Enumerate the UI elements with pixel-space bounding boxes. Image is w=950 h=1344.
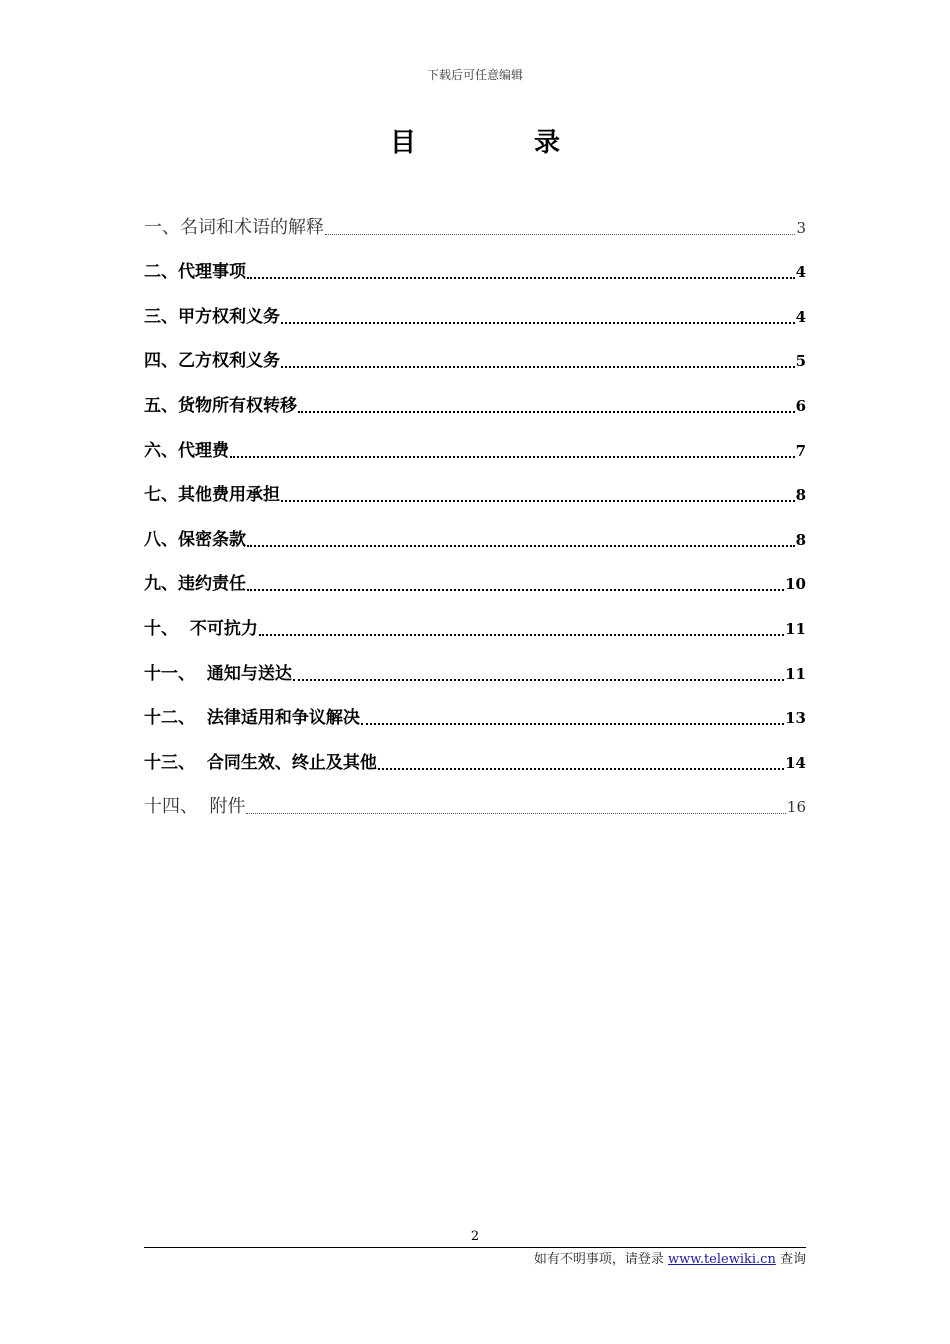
footer-note: [534, 1248, 806, 1267]
toc-entry[interactable]: [144, 697, 806, 742]
footer-link[interactable]: www.telewiki.cn: [667, 1252, 776, 1267]
page-number: 2: [470, 1229, 480, 1244]
toc-entry-label: 十三、 合同生效、终止及其他: [144, 752, 377, 773]
toc-entry-page: 11: [785, 664, 806, 683]
toc-leader-dots: [281, 321, 795, 324]
toc-leader-dots: [298, 410, 795, 413]
toc-entry[interactable]: [144, 384, 806, 429]
toc-entry-page: 11: [785, 619, 806, 638]
toc-entry-label: 三、甲方权利义务: [144, 306, 280, 327]
toc-entry-page: 8: [795, 486, 806, 505]
toc-entry-label: 八、保密条款: [144, 529, 246, 550]
toc-leader-dots: [378, 767, 784, 770]
toc-entry[interactable]: [144, 206, 806, 251]
toc-entry[interactable]: [144, 340, 806, 385]
toc-entry-label: 十、 不可抗力: [144, 618, 258, 639]
toc-entry-page: 5: [795, 352, 806, 371]
toc-entry[interactable]: [144, 429, 806, 474]
toc-entry[interactable]: [144, 563, 806, 608]
toc-entry-label: 十二、 法律适用和争议解决: [144, 708, 360, 729]
toc-entry-page: 13: [785, 709, 806, 728]
footer-suffix: 查询: [779, 1252, 806, 1267]
toc-leader-dots: [230, 455, 795, 458]
toc-entry[interactable]: [144, 251, 806, 296]
toc-entry[interactable]: [144, 518, 806, 563]
toc-entry[interactable]: [144, 652, 806, 697]
toc-leader-dots: [361, 722, 784, 725]
toc-entry-page: 10: [785, 575, 806, 594]
toc-entry-page: 6: [795, 396, 806, 415]
toc-entry-label: 二、代理事项: [144, 262, 246, 283]
toc-entry-page: 7: [795, 441, 806, 460]
toc-leader-dots: [247, 544, 795, 547]
toc-entry-label: 七、其他费用承担: [144, 485, 280, 506]
toc-leader-dots: [325, 233, 795, 235]
toc-entry-label: 六、代理费: [144, 440, 229, 461]
toc-leader-dots: [293, 678, 784, 681]
toc-entry[interactable]: [144, 295, 806, 340]
toc-leader-dots: [281, 365, 795, 368]
toc-entry-label: 十四、 附件: [144, 796, 246, 818]
toc-entry[interactable]: [144, 474, 806, 519]
toc-entry[interactable]: [144, 741, 806, 786]
toc-leader-dots: [247, 588, 784, 591]
toc-entry-page: 8: [795, 530, 806, 549]
toc-entry-label: 九、违约责任: [144, 574, 246, 595]
toc-leader-dots: [246, 812, 785, 814]
toc-entry-page: 3: [796, 218, 806, 237]
toc-entry-page: 14: [785, 753, 806, 772]
table-of-contents: [144, 206, 806, 830]
toc-leader-dots: [247, 276, 795, 279]
toc-title: 目 录: [389, 128, 606, 158]
toc-entry-label: 十一、 通知与送达: [144, 663, 292, 684]
footer-prefix: 如有不明事项，请登录: [533, 1252, 664, 1267]
toc-entry[interactable]: [144, 786, 806, 831]
toc-entry-page: 4: [795, 263, 806, 282]
toc-entry[interactable]: [144, 607, 806, 652]
toc-leader-dots: [281, 499, 795, 502]
toc-entry-label: 五、货物所有权转移: [144, 395, 297, 416]
toc-entry-page: 16: [786, 798, 806, 817]
header-note: 下载后可任意编辑: [426, 68, 523, 82]
toc-entry-page: 4: [795, 307, 806, 326]
toc-entry-label: 四、乙方权利义务: [144, 351, 280, 372]
toc-leader-dots: [259, 633, 784, 636]
toc-entry-label: 一、名词和术语的解释: [144, 216, 324, 238]
